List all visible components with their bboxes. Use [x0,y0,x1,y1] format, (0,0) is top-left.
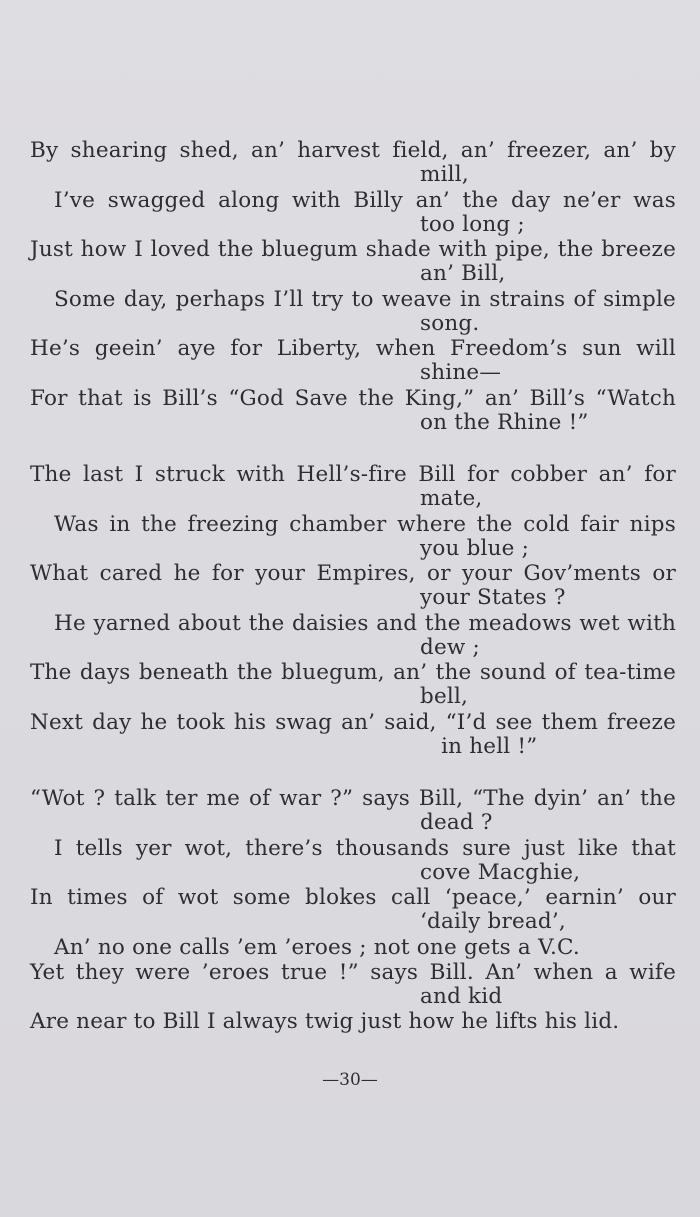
line-text: Some day, perhaps I’ll try to weave in strains of simple [54,286,676,312]
poem-line [30,611,676,661]
poem-line [30,561,676,611]
line-text: I’ve swagged along with Billy an’ the day ne’er was [54,187,676,213]
poem-line [30,1009,676,1034]
line-text: Are near to Bill I always twig just how he lifts his lid. [30,1009,620,1034]
line-continuation: and kid [420,983,503,1009]
poem-line [30,188,676,238]
line-text: I tells yer wot, there’s thousands sure just like that [54,835,676,861]
poem-line [30,960,676,1010]
line-text: He yarned about the daisies and the meadows wet with [54,610,676,636]
stanza [30,462,676,759]
poem-line [30,660,676,710]
stanza [30,786,676,1034]
poem-line [30,138,676,188]
line-text: An’ no one calls ’em ’eroes ; not one gets a V.C. [54,934,580,960]
line-text: The last I struck with Hell’s-fire Bill for cobber an’ for [30,462,676,487]
poem-line [30,386,676,436]
line-text: What cared he for your Empires, or your Gov’ments or [30,561,676,586]
poem-line [30,237,676,287]
line-text: He’s geein’ aye for Liberty, when Freedom’s sun will [30,336,676,361]
line-text: Next day he took his swag an’ said, “I’d see them freeze [30,709,676,735]
line-continuation: bell, [420,684,469,709]
poem [30,138,676,1061]
line-text: By shearing shed, an’ harvest field, an’ freezer, an’ by [30,138,676,163]
poem-line [30,836,676,886]
line-text: Yet they were ’eroes true !” says Bill. An’ when a wife [30,959,676,985]
poem-line [30,710,676,760]
line-text: Was in the freezing chamber where the cold fair nips [54,511,676,537]
line-continuation: too long ; [420,211,525,237]
poem-line [30,935,676,960]
line-continuation: dew ; [420,634,480,660]
stanza [30,138,676,435]
poem-line [30,462,676,512]
line-text: In times of wot some blokes call ‘peace,’ earnin’ our [30,885,676,910]
poem-line [30,512,676,562]
line-continuation: cove Macghie, [420,859,581,885]
page-number: —30— [322,1070,378,1090]
poem-line [30,786,676,836]
line-continuation: dead ? [420,810,493,835]
line-continuation: in hell !” [420,733,538,759]
poem-line [30,287,676,337]
line-text: The days beneath the bluegum, an’ the sound of tea-time [30,660,676,685]
poem-line [30,885,676,935]
line-continuation: mill, [420,162,469,187]
line-text: “Wot ? talk ter me of war ?” says Bill, “The dyin’ an’ the [30,786,676,811]
line-continuation: song. [420,310,480,336]
line-continuation: on the Rhine !” [420,409,589,435]
line-continuation: mate, [420,486,483,511]
poem-line [30,336,676,386]
line-continuation: ‘daily bread’, [420,909,566,934]
line-continuation: an’ Bill, [420,261,506,286]
line-continuation: your States ? [420,585,566,610]
line-continuation: shine— [420,360,502,385]
line-text: For that is Bill’s “God Save the King,” an’ Bill’s “Watch [30,385,676,411]
line-text: Just how I loved the bluegum shade with pipe, the breeze [30,237,676,262]
line-continuation: you blue ; [420,535,530,561]
